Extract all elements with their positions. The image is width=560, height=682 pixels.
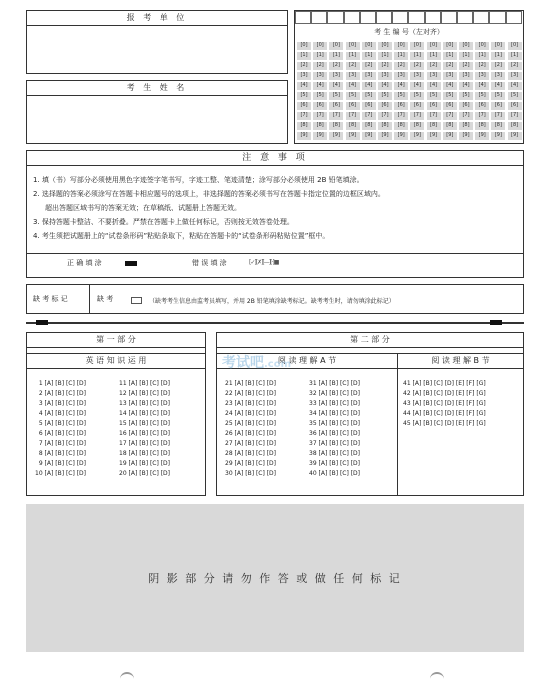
exam-number-digit-bubble[interactable]: [0] [377,41,393,51]
exam-number-digit-bubble[interactable]: [3] [409,71,425,81]
exam-number-digit-bubble[interactable]: [8] [442,121,458,131]
exam-number-digit-bubble[interactable]: [9] [458,131,474,141]
answer-row[interactable]: 36 [A] [B] [C] [D] [309,430,361,437]
exam-number-digit-bubble[interactable]: [8] [361,121,377,131]
answer-row[interactable]: 35 [A] [B] [C] [D] [309,420,361,427]
exam-number-digit-bubble[interactable]: [5] [393,91,409,101]
exam-number-digit-bubble[interactable]: [0] [507,41,523,51]
exam-number-digit-bubble[interactable]: [6] [361,101,377,111]
exam-number-digit-bubble[interactable]: [9] [409,131,425,141]
exam-number-digit-bubble[interactable]: [6] [507,101,523,111]
answer-row[interactable]: 19 [A] [B] [C] [D] [119,460,171,467]
answer-row[interactable]: 40 [A] [B] [C] [D] [309,470,361,477]
exam-number-write-cell[interactable] [489,11,505,24]
answer-row[interactable]: 42 [A] [B] [C] [D] [E] [F] [G] [403,390,486,397]
exam-number-digit-bubble[interactable]: [8] [296,121,312,131]
exam-number-digit-bubble[interactable]: [0] [328,41,344,51]
exam-number-digit-bubble[interactable]: [6] [426,101,442,111]
answer-row[interactable]: 17 [A] [B] [C] [D] [119,440,171,447]
exam-number-digit-bubble[interactable]: [8] [490,121,506,131]
shaded-area [26,504,524,652]
exam-number-digit-bubble[interactable]: [0] [474,41,490,51]
exam-number-digit-bubble[interactable]: [9] [361,131,377,141]
exam-number-box [294,10,524,144]
exam-number-digit-bubble[interactable]: [7] [426,111,442,121]
note-item-1: 1. 填（书）写部分必须使用黑色字迹签字笔书写，字迹工整、笔迹清楚；涂写部分必须使用 2B 铅笔填涂。 [33,176,364,184]
watermark-sub: .com [264,359,292,370]
answer-row[interactable]: 7 [A] [B] [C] [D] [35,440,87,447]
exam-number-write-cell[interactable] [408,11,424,24]
exam-number-digit-bubble[interactable]: [0] [296,41,312,51]
part2-divider [397,353,398,495]
exam-number-digit-bubble[interactable]: [7] [296,111,312,121]
exam-number-digit-bubble[interactable]: [2] [328,61,344,71]
exam-number-write-cell[interactable] [360,11,376,24]
exam-number-digit-bubble[interactable]: [6] [393,101,409,111]
exam-number-digit-bubble[interactable]: [2] [442,61,458,71]
exam-number-digit-bubble[interactable]: [4] [393,81,409,91]
exam-number-digit-bubble[interactable]: [9] [426,131,442,141]
correct-fill-label: 正 确 填 涂 [67,259,102,267]
answer-row[interactable]: 27 [A] [B] [C] [D] [225,440,277,447]
exam-number-digit-bubble[interactable]: [2] [393,61,409,71]
exam-number-digit-bubble[interactable]: [2] [296,61,312,71]
exam-number-digit-bubble[interactable]: [7] [393,111,409,121]
exam-number-digit-bubble[interactable]: [4] [474,81,490,91]
part2-sectionB-title: 阅 读 理 解 B 节 [398,353,523,369]
watermark-text: 考试吧 [222,355,264,371]
part1-title: 第 一 部 分 [27,333,205,348]
exam-number-digit-bubble[interactable]: [5] [328,91,344,101]
answer-row[interactable]: 21 [A] [B] [C] [D] [225,380,277,387]
exam-number-digit-bubble[interactable]: [3] [507,71,523,81]
exam-number-digit-bubble[interactable]: [6] [490,101,506,111]
exam-number-digit-bubble[interactable]: [0] [426,41,442,51]
exam-number-digit-bubble[interactable]: [9] [507,131,523,141]
exam-number-digit-bubble[interactable]: [5] [442,91,458,101]
exam-number-digit-bubble[interactable]: [6] [312,101,328,111]
exam-number-digit-bubble[interactable]: [8] [377,121,393,131]
wrong-fill-label: 错 误 填 涂 [192,259,227,267]
exam-number-digit-bubble[interactable]: [4] [409,81,425,91]
exam-number-digit-bubble[interactable]: [0] [361,41,377,51]
exam-number-digit-bubble[interactable]: [6] [345,101,361,111]
answer-row[interactable]: 28 [A] [B] [C] [D] [225,450,277,457]
answer-row[interactable]: 31 [A] [B] [C] [D] [309,380,361,387]
exam-number-digit-bubble[interactable]: [0] [490,41,506,51]
exam-number-digit-bubble[interactable]: [2] [458,61,474,71]
exam-number-digit-bubble[interactable]: [5] [345,91,361,101]
exam-number-digit-bubble[interactable]: [6] [442,101,458,111]
exam-number-digit-bubble[interactable]: [3] [490,71,506,81]
exam-number-digit-bubble[interactable]: [8] [328,121,344,131]
answer-row[interactable]: 39 [A] [B] [C] [D] [309,460,361,467]
answer-row[interactable]: 8 [A] [B] [C] [D] [35,450,87,457]
exam-number-digit-bubble[interactable]: [5] [474,91,490,101]
exam-number-digit-bubble[interactable]: [7] [361,111,377,121]
exam-number-digit-bubble[interactable]: [5] [377,91,393,101]
answer-row[interactable]: 1 [A] [B] [C] [D] [35,380,87,387]
exam-number-digit-bubble[interactable]: [5] [458,91,474,101]
name-label: 考 生 姓 名 [27,81,287,96]
exam-number-digit-bubble[interactable]: [7] [474,111,490,121]
exam-number-digit-bubble[interactable]: [3] [393,71,409,81]
answer-row[interactable]: 6 [A] [B] [C] [D] [35,430,87,437]
shaded-area-text: 阴 影 部 分 请 勿 作 答 或 做 任 何 标 记 [148,572,402,585]
answer-row[interactable]: 20 [A] [B] [C] [D] [119,470,171,477]
answer-row[interactable]: 44 [A] [B] [C] [D] [E] [F] [G] [403,410,486,417]
exam-number-digit-bubble[interactable]: [6] [377,101,393,111]
answer-row[interactable]: 16 [A] [B] [C] [D] [119,430,171,437]
exam-number-digit-bubble[interactable]: [4] [442,81,458,91]
exam-number-digit-bubble[interactable]: [7] [312,111,328,121]
exam-number-write-cell[interactable] [295,11,311,24]
section-divider-line [26,322,524,324]
exam-number-digit-bubble[interactable]: [7] [458,111,474,121]
exam-number-write-cell[interactable] [392,11,408,24]
absent-label: 缺 考 标 记 [33,295,68,303]
exam-number-digit-bubble[interactable]: [6] [474,101,490,111]
answer-row[interactable]: 26 [A] [B] [C] [D] [225,430,277,437]
exam-number-digit-bubble[interactable]: [9] [345,131,361,141]
exam-number-digit-bubble[interactable]: [1] [296,51,312,61]
part2-title: 第 二 部 分 [217,333,523,348]
timing-mark-right [490,320,502,325]
exam-number-digit-bubble[interactable]: [4] [458,81,474,91]
exam-number-digit-bubble[interactable]: [5] [312,91,328,101]
exam-number-digit-bubble[interactable]: [2] [426,61,442,71]
exam-number-digit-bubble[interactable]: [2] [345,61,361,71]
answer-row[interactable]: 37 [A] [B] [C] [D] [309,440,361,447]
exam-number-digit-bubble[interactable]: [1] [442,51,458,61]
answer-row[interactable]: 9 [A] [B] [C] [D] [35,460,87,467]
exam-number-digit-bubble[interactable]: [8] [426,121,442,131]
exam-number-digit-bubble[interactable]: [7] [409,111,425,121]
part1-section-title: 英 语 知 识 运 用 [27,353,205,369]
bottom-mark-left [120,672,134,680]
exam-number-write-cell[interactable] [311,11,327,24]
exam-number-digit-bubble[interactable]: [8] [409,121,425,131]
exam-number-digit-bubble[interactable]: [8] [345,121,361,131]
exam-number-digit-bubble[interactable]: [2] [490,61,506,71]
exam-number-digit-bubble[interactable]: [7] [377,111,393,121]
exam-number-digit-bubble[interactable]: [3] [474,71,490,81]
answer-row[interactable]: 4 [A] [B] [C] [D] [35,410,87,417]
exam-number-digit-bubble[interactable]: [1] [377,51,393,61]
exam-number-digit-bubble[interactable]: [8] [507,121,523,131]
exam-number-digit-bubble[interactable]: [3] [296,71,312,81]
answer-row[interactable]: 22 [A] [B] [C] [D] [225,390,277,397]
bottom-mark-right [430,672,444,680]
exam-number-digit-bubble[interactable]: [4] [507,81,523,91]
exam-number-write-cell[interactable] [457,11,473,24]
exam-number-write-cell[interactable] [376,11,392,24]
answer-row[interactable]: 32 [A] [B] [C] [D] [309,390,361,397]
answer-row[interactable]: 18 [A] [B] [C] [D] [119,450,171,457]
exam-number-write-cell[interactable] [441,11,457,24]
exam-number-digit-bubble[interactable]: [3] [312,71,328,81]
exam-number-digit-bubble[interactable]: [2] [377,61,393,71]
exam-number-write-cell[interactable] [327,11,343,24]
answer-row[interactable]: 11 [A] [B] [C] [D] [119,380,171,387]
answer-row[interactable]: 2 [A] [B] [C] [D] [35,390,87,397]
exam-number-write-cell[interactable] [344,11,360,24]
exam-number-digit-bubble[interactable]: [3] [328,71,344,81]
exam-number-digit-bubble[interactable]: [1] [328,51,344,61]
exam-number-digit-bubble[interactable]: [0] [345,41,361,51]
timing-mark-left [36,320,48,325]
absent-box [26,284,524,314]
exam-number-digit-bubble[interactable]: [4] [296,81,312,91]
exam-number-digit-bubble[interactable]: [3] [426,71,442,81]
answer-row[interactable]: 25 [A] [B] [C] [D] [225,420,277,427]
exam-number-digit-bubble[interactable]: [8] [393,121,409,131]
part2-sectionA-title: 阅 读 理 解 A 节 [217,353,397,369]
answer-row[interactable]: 5 [A] [B] [C] [D] [35,420,87,427]
notes-title: 注 意 事 项 [27,151,523,166]
exam-number-digit-bubble[interactable]: [7] [345,111,361,121]
correct-fill-sample [125,261,137,266]
exam-number-digit-bubble[interactable]: [3] [361,71,377,81]
absent-divider [89,285,90,313]
exam-number-digit-bubble[interactable]: [9] [377,131,393,141]
exam-number-digit-bubble[interactable]: [9] [328,131,344,141]
answer-row[interactable]: 3 [A] [B] [C] [D] [35,400,87,407]
exam-number-digit-bubble[interactable]: [4] [312,81,328,91]
answer-row[interactable]: 24 [A] [B] [C] [D] [225,410,277,417]
note-item-4: 4. 考生须把试题册上的“试卷条形码”粘贴条取下，粘贴在答题卡的“试卷条形码粘贴位置”框中。 [33,232,330,240]
exam-number-digit-bubble[interactable]: [9] [474,131,490,141]
exam-number-digit-bubble[interactable]: [1] [361,51,377,61]
exam-number-digit-bubble[interactable]: [4] [328,81,344,91]
exam-number-digit-bubble[interactable]: [3] [377,71,393,81]
exam-number-digit-bubble[interactable]: [2] [507,61,523,71]
answer-row[interactable]: 15 [A] [B] [C] [D] [119,420,171,427]
exam-number-write-cell[interactable] [473,11,489,24]
exam-number-digit-bubble[interactable]: [1] [507,51,523,61]
exam-number-digit-bubble[interactable]: [7] [490,111,506,121]
exam-number-write-cell[interactable] [425,11,441,24]
exam-number-digit-bubble[interactable]: [6] [458,101,474,111]
exam-number-digit-bubble[interactable]: [0] [393,41,409,51]
exam-number-digit-bubble[interactable]: [8] [458,121,474,131]
school-label: 报 考 单 位 [27,11,287,26]
absent-checkbox[interactable] [131,297,142,304]
watermark-logo [222,352,291,372]
exam-number-digit-bubble[interactable]: [0] [458,41,474,51]
exam-number-digit-bubble[interactable]: [2] [361,61,377,71]
answer-row[interactable]: 45 [A] [B] [C] [D] [E] [F] [G] [403,420,486,427]
exam-number-label: 考 生 编 号（左对齐） [374,28,444,36]
exam-number-digit-bubble[interactable]: [3] [345,71,361,81]
exam-number-digit-bubble[interactable]: [0] [409,41,425,51]
exam-number-digit-bubble[interactable]: [9] [312,131,328,141]
answer-row[interactable]: 29 [A] [B] [C] [D] [225,460,277,467]
answer-row[interactable]: 34 [A] [B] [C] [D] [309,410,361,417]
exam-number-digit-bubble[interactable]: [8] [474,121,490,131]
exam-number-digit-bubble[interactable]: [1] [474,51,490,61]
answer-row[interactable]: 12 [A] [B] [C] [D] [119,390,171,397]
answer-row[interactable]: 30 [A] [B] [C] [D] [225,470,277,477]
exam-number-digit-bubble[interactable]: [7] [328,111,344,121]
exam-number-digit-bubble[interactable]: [4] [377,81,393,91]
exam-number-digit-bubble[interactable]: [5] [361,91,377,101]
exam-number-digit-bubble[interactable]: [9] [393,131,409,141]
exam-number-digit-bubble[interactable]: [9] [490,131,506,141]
note-item-2: 2. 选择题的答案必须涂写在答题卡相应题号的选项上，非选择题的答案必须书写在答题卡指定位置的边框区域内。 [33,190,385,198]
exam-number-digit-bubble[interactable]: [9] [442,131,458,141]
exam-number-digit-bubble[interactable]: [3] [442,71,458,81]
answer-row[interactable]: 38 [A] [B] [C] [D] [309,450,361,457]
wrong-fill-samples: [✓][✗][—][·]■ [249,259,279,266]
exam-number-digit-bubble[interactable]: [1] [409,51,425,61]
exam-number-digit-bubble[interactable]: [6] [328,101,344,111]
answer-row[interactable]: 23 [A] [B] [C] [D] [225,400,277,407]
part1-box [26,332,206,496]
exam-number-digit-bubble[interactable]: [2] [409,61,425,71]
exam-number-digit-bubble[interactable]: [5] [490,91,506,101]
note-item-3: 3. 保持答题卡整洁、不要折叠。严禁在答题卡上做任何标记，否则按无效答卷处理。 [33,218,294,226]
answer-row[interactable]: 43 [A] [B] [C] [D] [E] [F] [G] [403,400,486,407]
answer-row[interactable]: 14 [A] [B] [C] [D] [119,410,171,417]
answer-row[interactable]: 33 [A] [B] [C] [D] [309,400,361,407]
exam-number-digit-bubble[interactable]: [4] [345,81,361,91]
exam-number-digit-bubble[interactable]: [4] [490,81,506,91]
exam-number-digit-bubble[interactable]: [7] [442,111,458,121]
exam-number-digit-bubble[interactable]: [1] [312,51,328,61]
note-item-2-cont: 超出答题区域书写的答案无效；在草稿纸、试题册上答题无效。 [45,204,241,212]
exam-number-digit-bubble[interactable]: [4] [426,81,442,91]
exam-number-digit-bubble[interactable]: [1] [458,51,474,61]
exam-number-digit-bubble[interactable]: [6] [409,101,425,111]
exam-number-digit-bubble[interactable]: [5] [426,91,442,101]
school-box [26,10,288,74]
exam-number-digit-bubble[interactable]: [7] [507,111,523,121]
notes-box [26,150,524,278]
exam-number-digit-bubble[interactable]: [2] [312,61,328,71]
exam-number-digit-bubble[interactable]: [3] [458,71,474,81]
exam-number-digit-bubble[interactable]: [4] [361,81,377,91]
exam-number-digit-bubble[interactable]: [1] [426,51,442,61]
exam-number-digit-bubble[interactable]: [5] [296,91,312,101]
exam-number-digit-bubble[interactable]: [1] [490,51,506,61]
exam-number-digit-bubble[interactable]: [6] [296,101,312,111]
name-box [26,80,288,144]
exam-number-digit-bubble[interactable]: [9] [296,131,312,141]
exam-number-digit-bubble[interactable]: [0] [442,41,458,51]
exam-number-digit-bubble[interactable]: [1] [345,51,361,61]
exam-number-digit-bubble[interactable]: [5] [409,91,425,101]
exam-number-digit-bubble[interactable]: [5] [507,91,523,101]
exam-number-write-cell[interactable] [506,11,522,24]
exam-number-digit-bubble[interactable]: [8] [312,121,328,131]
absent-mark-label: 缺 考 [97,295,114,303]
absent-note: （缺考考生信息由监考员填写，并用 2B 铅笔填涂缺考标记。缺考考生时，请勿填涂此标记） [149,298,395,305]
exam-number-digit-bubble[interactable]: [0] [312,41,328,51]
answer-row[interactable]: 10 [A] [B] [C] [D] [35,470,87,477]
answer-row[interactable]: 13 [A] [B] [C] [D] [119,400,171,407]
notes-divider [27,253,523,254]
answer-row[interactable]: 41 [A] [B] [C] [D] [E] [F] [G] [403,380,486,387]
exam-number-digit-bubble[interactable]: [2] [474,61,490,71]
exam-number-digit-bubble[interactable]: [1] [393,51,409,61]
